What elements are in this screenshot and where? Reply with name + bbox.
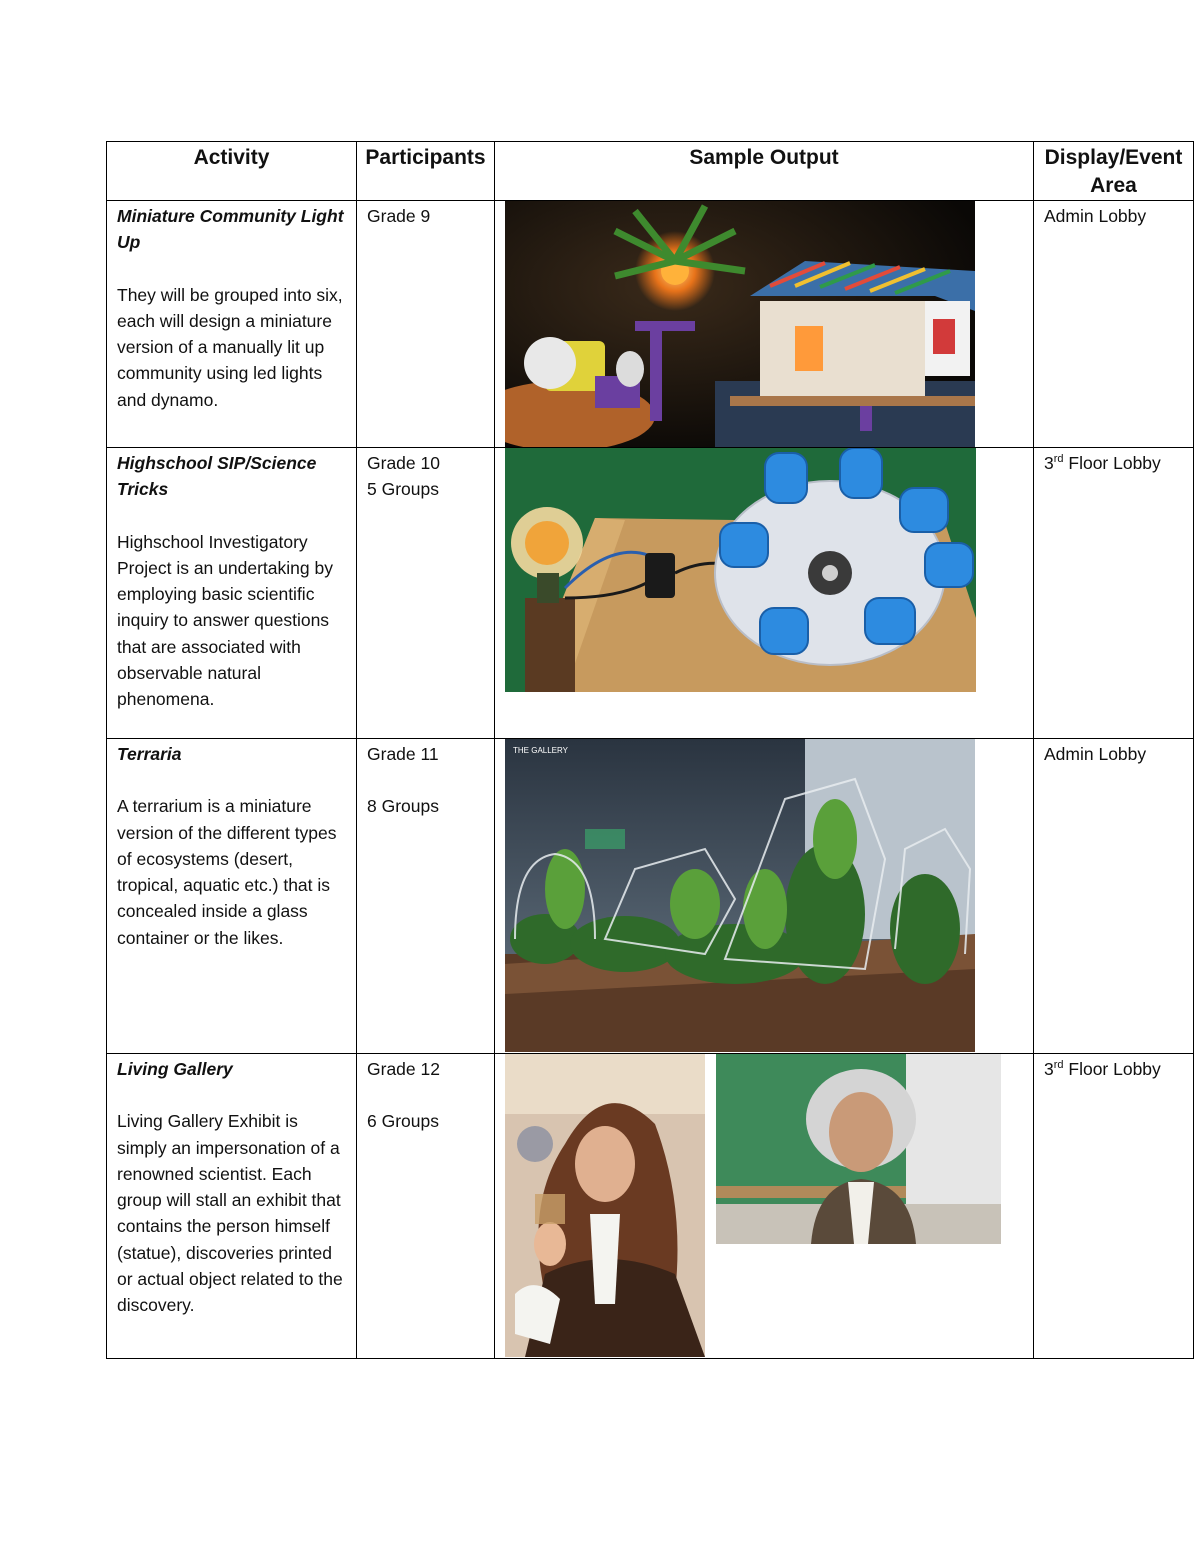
display-area: Admin Lobby [1044,744,1147,764]
participants-groups: 6 Groups [367,1111,439,1132]
activity-title: Highschool SIP/Science Tricks [117,453,317,500]
activity-description: A terrarium is a miniature version of the different types of ecosystems (desert, tropical, aquatic etc.) that is concealed inside a glass container or the likes. [117,796,337,948]
activity-title: Terraria [117,744,182,764]
participants-groups: 8 Groups [367,796,439,817]
table-row [107,1054,1194,1359]
activity-cell [107,1054,357,1359]
participants-groups: 5 Groups [367,479,439,500]
participants-grade: Grade 12 [367,1059,440,1079]
activity-cell [107,201,357,448]
participants-cell [357,739,495,1054]
participants-grade: Grade 9 [367,206,431,226]
activity-description: Highschool Investigatory Project is an undertaking by employing basic scientific inquiry to answer questions that are associated with observable natural phenomena. [117,531,333,710]
table-row [107,201,1194,448]
table-row [107,448,1194,739]
activity-description: Living Gallery Exhibit is simply an impersonation of a renowned scientist. Each group will stall an exhibit that contains the person himself (statue), discoveries printed or actual object related to the discovery. [117,1111,343,1316]
display-area: Admin Lobby [1044,206,1147,226]
header-activity: Activity [107,142,357,201]
display-area-cell [1034,448,1194,739]
participants-cell [357,448,495,739]
sample-output-cell [495,448,1034,739]
cd-generator-photo [505,448,976,692]
activity-description: They will be grouped into six, each will design a miniature version of a manually lit up community using led lights and dynamo. [117,284,343,410]
svg-text:THE GALLERY: THE GALLERY [513,746,568,755]
display-area-cell [1034,1054,1194,1359]
activity-cell [107,739,357,1054]
participants-cell [357,1054,495,1359]
table-row [107,739,1194,1054]
miniature-house-photo [505,201,975,447]
display-area-cell [1034,201,1194,448]
activity-title: Living Gallery [117,1059,233,1079]
display-area-cell [1034,739,1194,1054]
newton-costume-photo [505,1054,705,1357]
header-participants: Participants [357,142,495,201]
activity-cell [107,448,357,739]
sample-output-cell [495,739,1034,1054]
participants-grade: Grade 11 [367,744,439,764]
sample-output-cell [495,1054,1034,1359]
activity-title: Miniature Community Light Up [117,206,344,253]
header-display-area: Display/Event Area [1034,142,1194,201]
sample-output-cell [495,201,1034,448]
activities-table [106,141,1194,1359]
display-area: 3rd Floor Lobby [1044,453,1161,473]
display-area: 3rd Floor Lobby [1044,1059,1161,1079]
participants-cell [357,201,495,448]
header-row [107,142,1194,201]
header-sample-output: Sample Output [495,142,1034,201]
terrarium-photo [505,739,975,1052]
einstein-costume-photo [716,1054,1001,1244]
participants-grade: Grade 10 [367,453,440,473]
